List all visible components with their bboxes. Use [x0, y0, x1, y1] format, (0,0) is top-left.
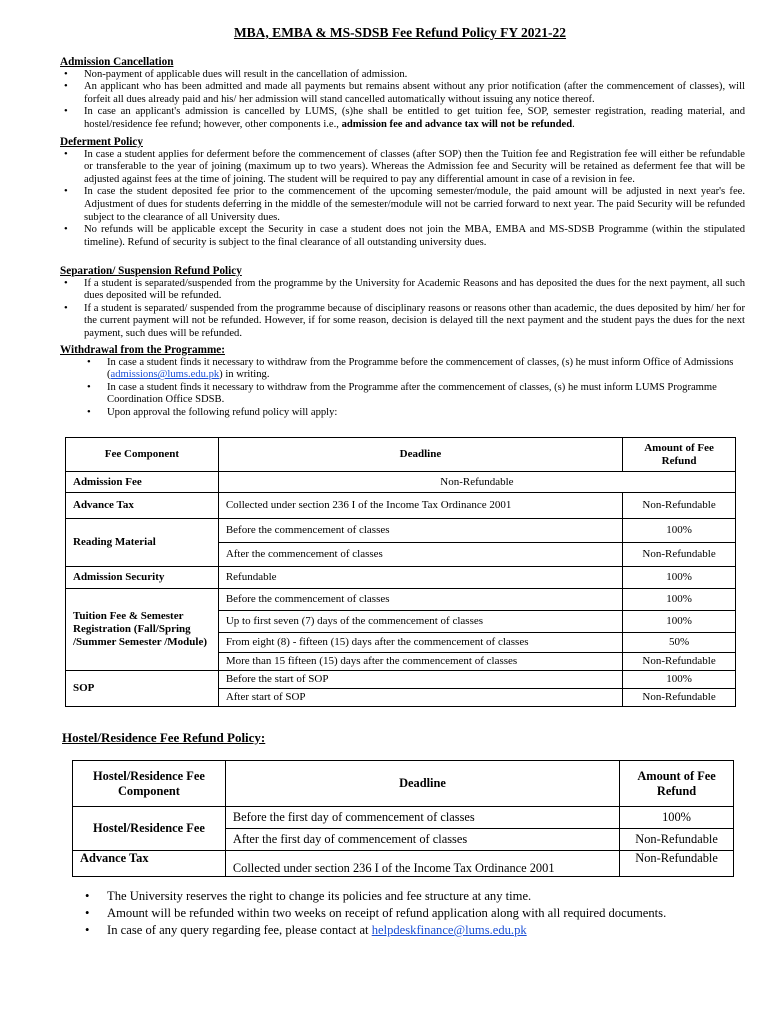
withdrawal-list — [60, 357, 745, 420]
deadline-cell: After the commencement of classes — [218, 543, 622, 567]
amount-cell: 100% — [623, 519, 736, 543]
table-row — [73, 807, 734, 829]
fee-component-cell: Advance Tax — [66, 493, 219, 519]
amount-cell: 100% — [623, 567, 736, 589]
amount-cell: Non-Refundable — [620, 829, 734, 851]
deadline-cell: Before the commencement of classes — [218, 519, 622, 543]
list-item: • The University reserves the right to change its policies and fee structure at any time. — [107, 888, 768, 905]
table-row — [66, 472, 736, 493]
withdrawal-heading: Withdrawal from the Programme: — [60, 344, 225, 356]
amount-cell: Non-Refundable — [623, 543, 736, 567]
deadline-cell: Before the start of SOP — [218, 671, 622, 689]
table-row — [66, 589, 736, 611]
fee-refund-table — [65, 437, 736, 707]
list-item: • In case a student finds it necessary to withdraw from the Programme after the commencement of classes, (s) he must inform LUMS Programme Coordination Office SDSB. — [107, 382, 745, 407]
table-row — [66, 671, 736, 689]
fee-component-cell: Advance Tax — [73, 851, 226, 877]
list-item: • In case the student deposited fee prior to the commencement of the upcoming semester/module, the paid amount will be adjusted in next year's fee. Adjustment of dues for students deferring in the middle of the semester/module will not be carried forward to next year. The paid Security will be refunded subject to the clearance of all University dues. — [84, 186, 745, 224]
amount-cell: 100% — [623, 671, 736, 689]
table-header-row — [73, 761, 734, 807]
deferment-policy-list — [60, 149, 745, 250]
list-item: • An applicant who has been admitted and made all payments but remains absent without any prior notification (after the commencement of classes), will forfeit all dues already paid and his/ her admission will stand cancelled automatically without issuing any notice thereof. — [84, 81, 745, 106]
amount-cell: Non-Refundable — [620, 851, 734, 877]
fee-component-cell: SOP — [66, 671, 219, 707]
deadline-cell: Collected under section 236 I of the Income Tax Ordinance 2001 — [218, 493, 622, 519]
column-header: Amount of Fee Refund — [623, 438, 736, 472]
fee-component-cell: Reading Material — [66, 519, 219, 567]
admission-cancellation-list — [60, 69, 745, 132]
footer-notes-list — [82, 888, 768, 939]
hostel-policy-title: Hostel/Residence Fee Refund Policy: — [62, 730, 266, 745]
separation-policy-heading: Separation/ Suspension Refund Policy — [60, 265, 242, 277]
amount-cell: Non-Refundable — [623, 689, 736, 707]
deadline-cell: Before the commencement of classes — [218, 589, 622, 611]
amount-cell: 100% — [623, 611, 736, 633]
deadline-cell: After the first day of commencement of classes — [225, 829, 619, 851]
deadline-cell: More than 15 fifteen (15) days after the commencement of classes — [218, 653, 622, 671]
hostel-refund-table — [72, 760, 734, 877]
table-header-row — [66, 438, 736, 472]
list-item: • In case of any query regarding fee, please contact at helpdeskfinance@lums.edu.pk — [107, 922, 768, 939]
column-header: Deadline — [218, 438, 622, 472]
list-item: • In case a student applies for deferment before the commencement of classes (after SOP) then the Tuition fee and Registration fee will either be refundable or transferable to the year of joining (maximum up to two years). Whereas the Admission fee and Security will be retained as deferment fee that will be adjusted against fees at the time of joining. The student will be required to pay any differential amount in case of a revision in fee. — [84, 149, 745, 187]
list-item: • In case an applicant's admission is cancelled by LUMS, (s)he shall be entitled to get tuition fee, SOP, semester registration, reading material, and hostel/residence fee refund; however, other components i.e., admission fee and advance tax will not be refunded. — [84, 106, 745, 131]
deadline-cell: Refundable — [218, 567, 622, 589]
deferment-policy-heading: Deferment Policy — [60, 136, 143, 148]
fee-component-cell: Admission Fee — [66, 472, 219, 493]
table-row — [66, 493, 736, 519]
separation-policy-section — [60, 265, 745, 341]
deferment-policy-section — [60, 136, 745, 249]
deadline-cell: From eight (8) - fifteen (15) days after the commencement of classes — [218, 633, 622, 653]
separation-policy-list — [60, 278, 745, 341]
amount-cell: Non-Refundable — [623, 493, 736, 519]
admission-cancellation-heading: Admission Cancellation — [60, 56, 174, 68]
table-row — [66, 519, 736, 543]
column-header: Deadline — [225, 761, 619, 807]
amount-cell: 100% — [623, 589, 736, 611]
table-row — [73, 851, 734, 877]
list-item: • In case a student finds it necessary to withdraw from the Programme before the commencement of classes, (s) he must inform Office of Admissions (admissions@lums.edu.pk) in writing. — [107, 357, 745, 382]
list-item: • If a student is separated/suspended from the programme by the University for Academic Reasons and has deposited the dues for the next payment, all such dues deposited will be refunded. — [84, 278, 745, 303]
fee-component-cell: Tuition Fee & Semester Registration (Fall/Spring /Summer Semester /Module) — [66, 589, 219, 671]
list-item: • Upon approval the following refund policy will apply: — [107, 407, 745, 420]
fee-component-cell: Hostel/Residence Fee — [73, 807, 226, 851]
list-item: • Amount will be refunded within two weeks on receipt of refund application along with all required documents. — [107, 905, 768, 922]
page-title: MBA, EMBA & MS-SDSB Fee Refund Policy FY 2021-22 — [233, 25, 567, 40]
withdrawal-section — [60, 344, 745, 420]
amount-cell: 50% — [623, 633, 736, 653]
amount-cell: Non-Refundable — [218, 472, 735, 493]
deadline-cell: Before the first day of commencement of classes — [225, 807, 619, 829]
deadline-cell: After start of SOP — [218, 689, 622, 707]
admission-cancellation-section — [60, 56, 745, 132]
admissions-email-link[interactable]: admissions@lums.edu.pk — [110, 369, 220, 381]
table-row — [66, 567, 736, 589]
helpdesk-email-link[interactable]: helpdeskfinance@lums.edu.pk — [371, 923, 527, 937]
amount-cell: 100% — [620, 807, 734, 829]
column-header: Amount of Fee Refund — [620, 761, 734, 807]
column-header: Hostel/Residence Fee Component — [73, 761, 226, 807]
column-header: Fee Component — [66, 438, 219, 472]
list-item: • If a student is separated/ suspended from the programme because of disciplinary reasons or reasons other than academic, the dues deposited by him/ her for the current payment will not be refunded. However, if for some reason, decision is delayed till the next payment and the student pays the dues for the next payment, such dues will be refunded. — [84, 303, 745, 341]
list-item: • No refunds will be applicable except the Security in case a student does not join the MBA, EMBA and MS-SDSB Programme (within the stipulated timeline). Refund of security is subject to the final clearance of all outstanding university dues. — [84, 224, 745, 249]
deadline-cell: Up to first seven (7) days of the commencement of classes — [218, 611, 622, 633]
deadline-cell: Collected under section 236 I of the Income Tax Ordinance 2001 — [225, 851, 619, 877]
list-item: • Non-payment of applicable dues will result in the cancellation of admission. — [84, 69, 745, 82]
fee-component-cell: Admission Security — [66, 567, 219, 589]
amount-cell: Non-Refundable — [623, 653, 736, 671]
